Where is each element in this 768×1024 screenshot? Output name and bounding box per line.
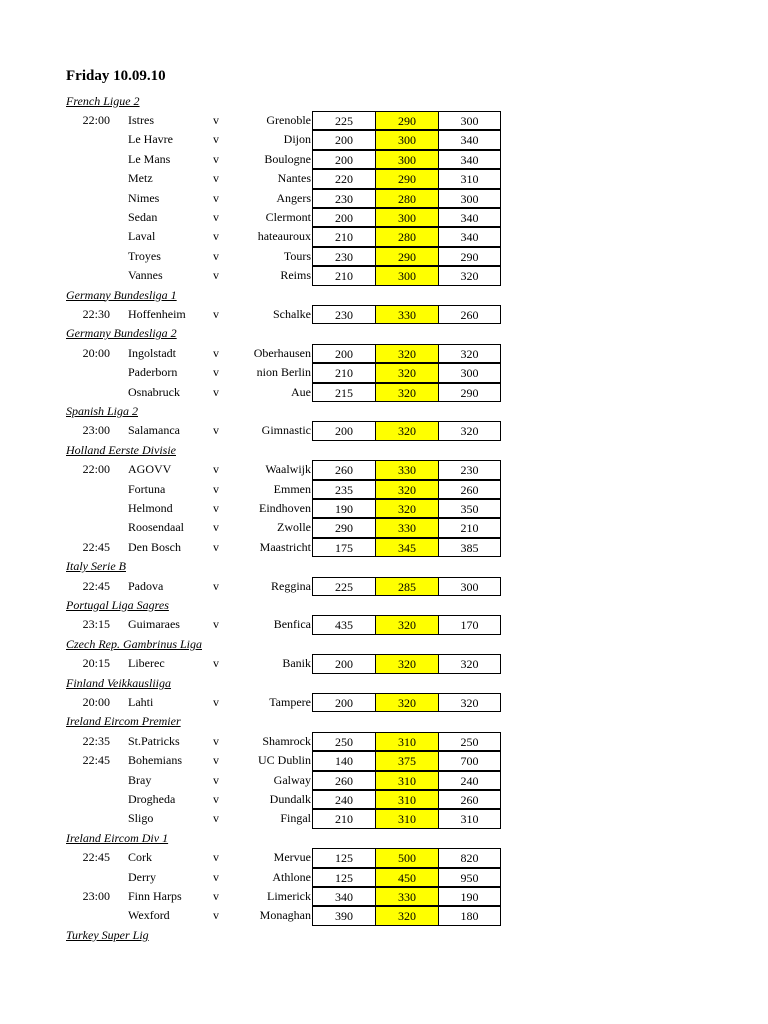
versus-label: v [213, 481, 219, 496]
match-row [0, 189, 768, 209]
home-team: Liberec [128, 656, 165, 671]
match-row [0, 771, 768, 791]
odds-away: 300 [438, 189, 501, 209]
away-team: Tampere [269, 694, 311, 709]
league-heading: Germany Bundesliga 2 [66, 326, 177, 341]
home-team: Derry [128, 869, 156, 884]
odds-home: 225 [312, 111, 376, 131]
league-heading: Ireland Eircom Premier [66, 714, 181, 729]
odds-home: 240 [312, 790, 376, 810]
away-team: Dijon [283, 132, 311, 147]
kickoff-time: 22:00 [82, 462, 110, 477]
home-team: Metz [128, 171, 153, 186]
kickoff-time: 22:45 [82, 850, 110, 865]
match-row [0, 111, 768, 131]
odds-draw: 320 [375, 363, 439, 383]
kickoff-time: 22:35 [82, 733, 110, 748]
home-team: Nimes [128, 190, 160, 205]
league-heading: French Ligue 2 [66, 93, 140, 108]
kickoff-time: 20:00 [82, 345, 110, 360]
odds-away: 190 [438, 887, 501, 907]
home-team: Sedan [128, 209, 158, 224]
kickoff-time: 23:00 [82, 888, 110, 903]
odds-home: 210 [312, 363, 376, 383]
odds-home: 290 [312, 518, 376, 538]
page-title: Friday 10.09.10 [66, 68, 166, 84]
odds-away: 700 [438, 751, 501, 771]
match-row [0, 363, 768, 383]
odds-draw: 310 [375, 771, 439, 791]
odds-draw: 310 [375, 809, 439, 829]
odds-draw: 290 [375, 111, 439, 131]
away-team: Tours [283, 248, 311, 263]
away-team: Nantes [277, 171, 311, 186]
versus-label: v [213, 694, 219, 709]
odds-draw: 330 [375, 305, 439, 325]
versus-label: v [213, 268, 219, 283]
match-row [0, 383, 768, 403]
odds-draw: 320 [375, 906, 439, 926]
home-team: Istres [128, 112, 154, 127]
kickoff-time: 20:00 [82, 694, 110, 709]
odds-away: 820 [438, 848, 501, 868]
kickoff-time: 22:45 [82, 539, 110, 554]
away-team: Aue [291, 384, 311, 399]
odds-draw: 500 [375, 848, 439, 868]
versus-label: v [213, 656, 219, 671]
home-team: Drogheda [128, 791, 176, 806]
versus-label: v [213, 462, 219, 477]
odds-draw: 290 [375, 169, 439, 189]
odds-away: 290 [438, 383, 501, 403]
odds-away: 290 [438, 247, 501, 267]
odds-draw: 330 [375, 460, 439, 480]
odds-draw: 300 [375, 266, 439, 286]
odds-draw: 375 [375, 751, 439, 771]
odds-home: 210 [312, 266, 376, 286]
league-heading: Ireland Eircom Div 1 [66, 830, 169, 845]
home-team: Le Mans [128, 151, 171, 166]
away-team: Clermont [265, 209, 311, 224]
kickoff-time: 23:00 [82, 423, 110, 438]
odds-away: 240 [438, 771, 501, 791]
match-row [0, 227, 768, 247]
match-row [0, 480, 768, 500]
league-heading: Italy Serie B [66, 559, 126, 574]
away-team: Shamrock [262, 733, 311, 748]
odds-draw: 300 [375, 150, 439, 170]
versus-label: v [213, 365, 219, 380]
odds-draw: 290 [375, 247, 439, 267]
home-team: Wexford [128, 908, 170, 923]
league-heading: Spanish Liga 2 [66, 403, 139, 418]
match-row [0, 499, 768, 519]
away-team: UC Dublin [257, 753, 311, 768]
away-team: Boulogne [264, 151, 311, 166]
odds-home: 175 [312, 538, 376, 558]
league-heading: Holland Eerste Divisie [66, 442, 176, 457]
versus-label: v [213, 539, 219, 554]
home-team: Hoffenheim [128, 306, 186, 321]
league-heading: Turkey Super Lig [66, 927, 149, 942]
odds-home: 210 [312, 227, 376, 247]
match-row [0, 906, 768, 926]
odds-away: 230 [438, 460, 501, 480]
versus-label: v [213, 209, 219, 224]
odds-draw: 450 [375, 868, 439, 888]
odds-away: 340 [438, 130, 501, 150]
match-row [0, 868, 768, 888]
away-team: Benfica [273, 617, 311, 632]
home-team: Bray [128, 772, 152, 787]
match-row [0, 518, 768, 538]
match-row [0, 790, 768, 810]
odds-away: 320 [438, 654, 501, 674]
away-team: Emmen [273, 481, 311, 496]
odds-home: 435 [312, 615, 376, 635]
match-row [0, 130, 768, 150]
odds-home: 260 [312, 460, 376, 480]
versus-label: v [213, 811, 219, 826]
match-row [0, 247, 768, 267]
odds-away: 300 [438, 111, 501, 131]
versus-label: v [213, 733, 219, 748]
versus-label: v [213, 888, 219, 903]
away-team: Banik [282, 656, 311, 671]
home-team: Helmond [128, 500, 173, 515]
versus-label: v [213, 306, 219, 321]
odds-home: 200 [312, 421, 376, 441]
kickoff-time: 23:15 [82, 617, 110, 632]
odds-away: 310 [438, 809, 501, 829]
odds-draw: 330 [375, 518, 439, 538]
odds-home: 200 [312, 693, 376, 713]
odds-draw: 345 [375, 538, 439, 558]
match-row [0, 848, 768, 868]
odds-draw: 320 [375, 693, 439, 713]
match-row [0, 538, 768, 558]
home-team: Den Bosch [128, 539, 181, 554]
odds-home: 230 [312, 189, 376, 209]
versus-label: v [213, 500, 219, 515]
away-team: Gimnastic [261, 423, 311, 438]
away-team: Schalke [273, 306, 311, 321]
home-team: Padova [128, 578, 164, 593]
odds-home: 200 [312, 150, 376, 170]
odds-draw: 330 [375, 887, 439, 907]
versus-label: v [213, 772, 219, 787]
away-team: Monaghan [259, 908, 311, 923]
odds-away: 385 [438, 538, 501, 558]
league-heading: Finland Veikkausliiga [66, 675, 171, 690]
odds-draw: 320 [375, 421, 439, 441]
versus-label: v [213, 151, 219, 166]
league-heading: Portugal Liga Sagres [66, 597, 169, 612]
away-team: Athlone [272, 869, 311, 884]
odds-home: 250 [312, 732, 376, 752]
home-team: St.Patricks [128, 733, 180, 748]
odds-draw: 300 [375, 208, 439, 228]
versus-label: v [213, 617, 219, 632]
away-team: Reims [280, 268, 311, 283]
odds-draw: 320 [375, 480, 439, 500]
home-team: Laval [128, 229, 156, 244]
odds-away: 310 [438, 169, 501, 189]
league-heading: Germany Bundesliga 1 [66, 287, 177, 302]
odds-home: 125 [312, 848, 376, 868]
versus-label: v [213, 229, 219, 244]
away-team: hateauroux [257, 229, 311, 244]
odds-away: 250 [438, 732, 501, 752]
odds-draw: 320 [375, 499, 439, 519]
odds-away: 260 [438, 480, 501, 500]
home-team: Lahti [128, 694, 154, 709]
odds-away: 340 [438, 227, 501, 247]
match-row [0, 208, 768, 228]
home-team: Fortuna [128, 481, 166, 496]
odds-home: 230 [312, 247, 376, 267]
versus-label: v [213, 248, 219, 263]
odds-away: 340 [438, 150, 501, 170]
odds-home: 260 [312, 771, 376, 791]
odds-away: 320 [438, 266, 501, 286]
odds-home: 190 [312, 499, 376, 519]
odds-away: 340 [438, 208, 501, 228]
odds-draw: 280 [375, 189, 439, 209]
odds-home: 140 [312, 751, 376, 771]
match-row [0, 169, 768, 189]
away-team: Maastricht [259, 539, 311, 554]
odds-away: 260 [438, 305, 501, 325]
versus-label: v [213, 132, 219, 147]
away-team: Galway [273, 772, 311, 787]
match-row [0, 732, 768, 752]
versus-label: v [213, 578, 219, 593]
odds-home: 200 [312, 344, 376, 364]
odds-away: 320 [438, 421, 501, 441]
odds-away: 300 [438, 363, 501, 383]
kickoff-time: 22:45 [82, 753, 110, 768]
match-row [0, 693, 768, 713]
odds-draw: 280 [375, 227, 439, 247]
odds-home: 200 [312, 130, 376, 150]
versus-label: v [213, 112, 219, 127]
home-team: Paderborn [128, 365, 178, 380]
odds-draw: 320 [375, 654, 439, 674]
odds-draw: 320 [375, 383, 439, 403]
kickoff-time: 22:30 [82, 306, 110, 321]
odds-home: 230 [312, 305, 376, 325]
home-team: Roosendaal [128, 520, 184, 535]
match-row [0, 421, 768, 441]
odds-away: 320 [438, 693, 501, 713]
home-team: Osnabruck [128, 384, 180, 399]
match-row [0, 654, 768, 674]
versus-label: v [213, 171, 219, 186]
home-team: Ingolstadt [128, 345, 176, 360]
odds-away: 210 [438, 518, 501, 538]
kickoff-time: 22:45 [82, 578, 110, 593]
odds-draw: 320 [375, 615, 439, 635]
odds-home: 220 [312, 169, 376, 189]
away-team: Reggina [271, 578, 311, 593]
versus-label: v [213, 520, 219, 535]
odds-home: 225 [312, 577, 376, 597]
versus-label: v [213, 791, 219, 806]
away-team: Angers [276, 190, 311, 205]
versus-label: v [213, 384, 219, 399]
match-row [0, 305, 768, 325]
away-team: nion Berlin [256, 365, 311, 380]
odds-draw: 320 [375, 344, 439, 364]
versus-label: v [213, 190, 219, 205]
league-heading: Czech Rep. Gambrinus Liga [66, 636, 202, 651]
home-team: AGOVV [128, 462, 172, 477]
match-row [0, 615, 768, 635]
odds-draw: 300 [375, 130, 439, 150]
home-team: Salamanca [128, 423, 180, 438]
odds-home: 210 [312, 809, 376, 829]
home-team: Finn Harps [128, 888, 182, 903]
odds-away: 180 [438, 906, 501, 926]
odds-home: 215 [312, 383, 376, 403]
odds-away: 950 [438, 868, 501, 888]
home-team: Vannes [128, 268, 163, 283]
match-row [0, 344, 768, 364]
odds-home: 235 [312, 480, 376, 500]
odds-away: 350 [438, 499, 501, 519]
versus-label: v [213, 908, 219, 923]
home-team: Troyes [128, 248, 161, 263]
home-team: Guimaraes [128, 617, 180, 632]
odds-home: 125 [312, 868, 376, 888]
match-row [0, 751, 768, 771]
versus-label: v [213, 869, 219, 884]
home-team: Le Havre [128, 132, 173, 147]
home-team: Sligo [128, 811, 154, 826]
kickoff-time: 22:00 [82, 112, 110, 127]
away-team: Fingal [280, 811, 311, 826]
odds-home: 340 [312, 887, 376, 907]
odds-away: 300 [438, 577, 501, 597]
match-row [0, 577, 768, 597]
away-team: Mervue [273, 850, 311, 865]
odds-draw: 285 [375, 577, 439, 597]
odds-away: 260 [438, 790, 501, 810]
match-row [0, 150, 768, 170]
away-team: Eindhoven [259, 500, 311, 515]
away-team: Limerick [267, 888, 311, 903]
home-team: Cork [128, 850, 152, 865]
away-team: Waalwijk [265, 462, 311, 477]
away-team: Zwolle [277, 520, 311, 535]
odds-home: 200 [312, 654, 376, 674]
odds-home: 200 [312, 208, 376, 228]
home-team: Bohemians [128, 753, 182, 768]
odds-draw: 310 [375, 790, 439, 810]
odds-draw: 310 [375, 732, 439, 752]
kickoff-time: 20:15 [82, 656, 110, 671]
away-team: Dundalk [269, 791, 311, 806]
odds-away: 170 [438, 615, 501, 635]
odds-home: 390 [312, 906, 376, 926]
versus-label: v [213, 753, 219, 768]
odds-away: 320 [438, 344, 501, 364]
match-row [0, 809, 768, 829]
away-team: Grenoble [266, 112, 311, 127]
versus-label: v [213, 850, 219, 865]
versus-label: v [213, 345, 219, 360]
match-row [0, 460, 768, 480]
match-row [0, 887, 768, 907]
away-team: Oberhausen [253, 345, 311, 360]
match-row [0, 266, 768, 286]
versus-label: v [213, 423, 219, 438]
